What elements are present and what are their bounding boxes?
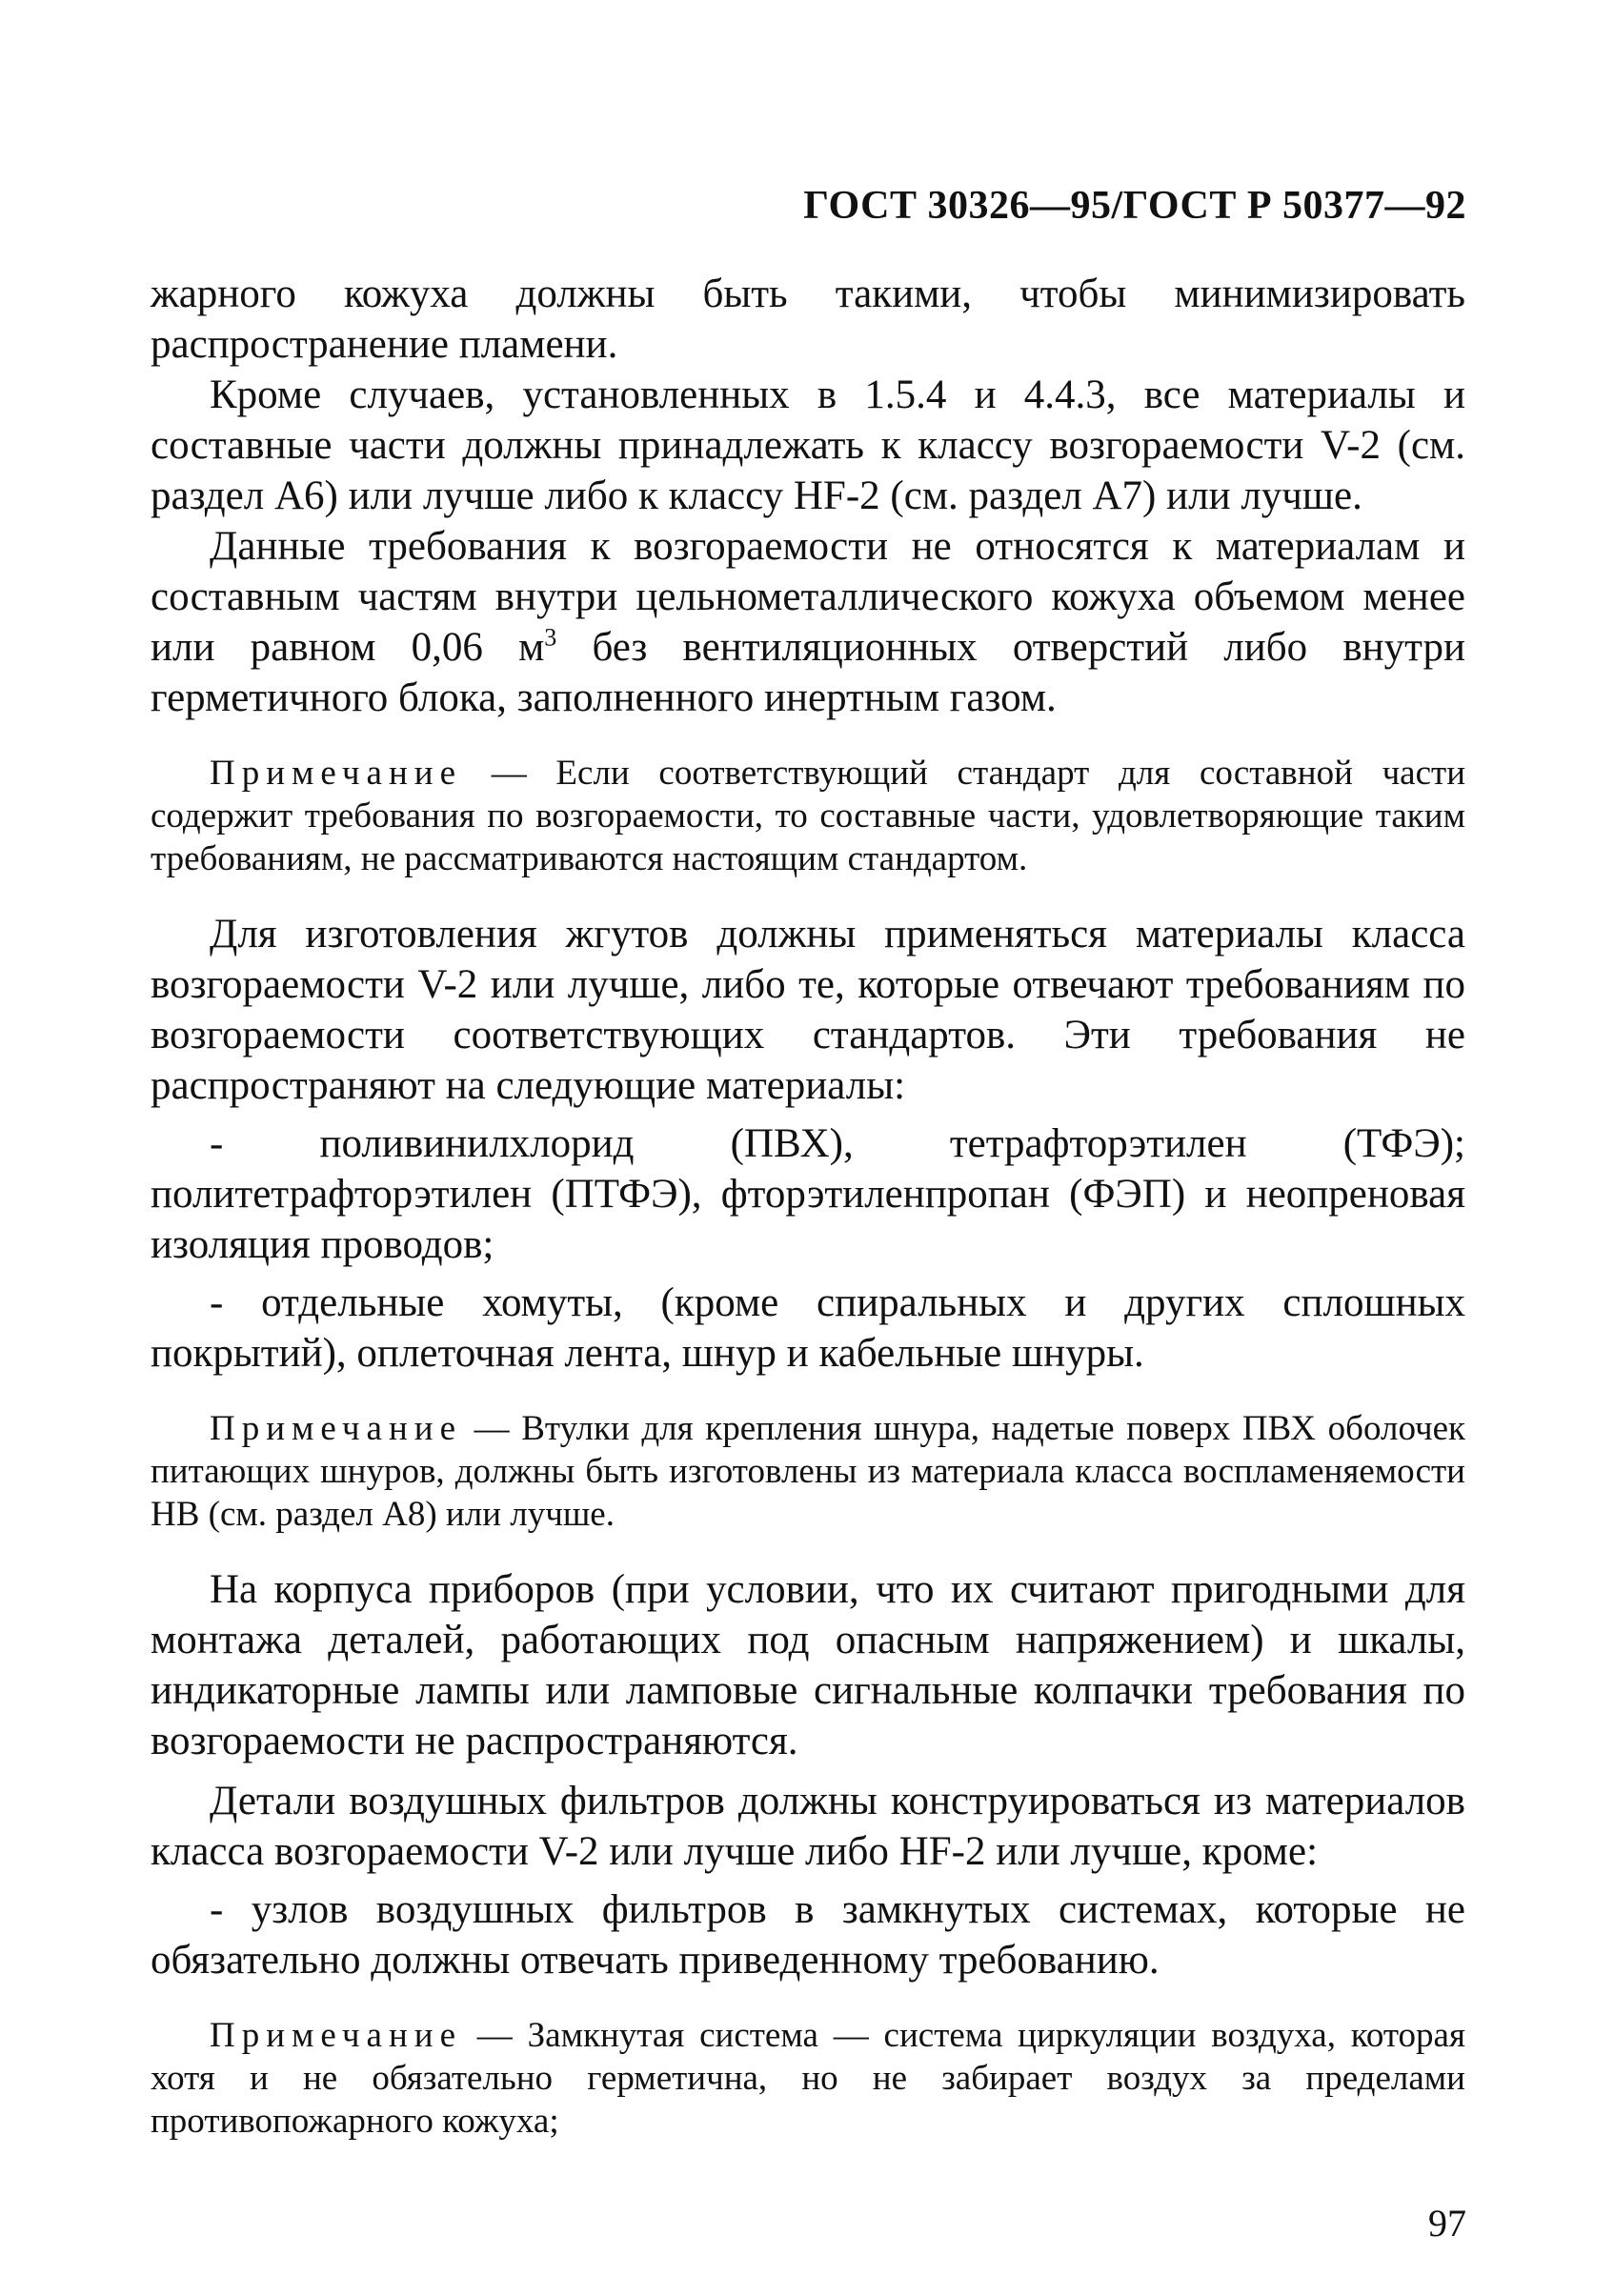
paragraph-air-filters: Детали воздушных фильтров должны конструироваться из материалов класса возгораемости V-2 или лучше либо HF-2 или лучше, кроме: <box>151 1779 1465 1874</box>
page-number: 97 <box>1428 2202 1466 2245</box>
note-label: Примечание <box>210 754 462 793</box>
list-item: - узлов воздушных фильтров в замкнутых системах, которые не обязательно должны отвечать приведенному требованию. <box>151 1887 1465 1983</box>
paragraph-continuation: жарного кожуха должны быть такими, чтобы минимизировать распространение пламени. <box>151 272 1465 367</box>
note-2 <box>151 1407 1465 1536</box>
note-text: — Втулки для крепления шнура, надетые поверх ПВХ оболочек питающих шнуров, должны быть изготовлены из материала класса воспламеняемости НВ (см. раздел А8) или лучше. <box>151 1409 1465 1534</box>
note-1 <box>151 752 1465 880</box>
document-body <box>151 269 1465 2171</box>
paragraph-flammability-class: Кроме случаев, установленных в 1.5.4 и 4.4.3, все материалы и составные части должны принадлежать к классу возгораемости V-2 (см. раздел А6) или лучше либо к классу HF-2 (см. раздел А7) или лучше. <box>151 373 1465 518</box>
note-text: — Замкнутая система — система циркуляции воздуха, которая хотя и не обязательно герметична, но не забирает воздух за пределами противопожарного кожуха; <box>151 2016 1465 2141</box>
paragraph-exceptions <box>151 521 1465 723</box>
paragraph-harness-materials: Для изготовления жгутов должны применяться материалы класса возгораемости V-2 или лучше, либо те, которые отвечают требованиям по возгораемости соответствующих стандартов. Эти требования не распространяют на следующие материалы: <box>151 912 1465 1108</box>
paragraph-exceptions-text-end: без вентиляционных отверстий либо внутри герметичного блока, заполненного инертным газом. <box>151 625 1465 720</box>
paragraph-enclosures: На корпуса приборов (при условии, что их считают пригодными для монтажа деталей, работающих под опасным напряжением) и шкалы, индикаторные лампы или ламповые сигнальные колпачки требования по возгораемости не распространяются. <box>151 1567 1465 1763</box>
note-label: Примечание <box>210 1409 462 1448</box>
document-header: ГОСТ 30326—95/ГОСТ Р 50377—92 <box>803 184 1466 228</box>
list-item: - поливинилхлорид (ПВХ), тетрафторэтилен (ТФЭ); политетрафторэтилен (ПТФЭ), фторэтиленпропан (ФЭП) и неопреновая изоляция проводов; <box>151 1121 1465 1267</box>
note-label: Примечание <box>210 2016 462 2055</box>
list-item: - отдельные хомуты, (кроме спиральных и других сплошных покрытий), оплеточная лента, шнур и кабельные шнуры. <box>151 1280 1465 1376</box>
superscript-cubic: 3 <box>544 623 557 652</box>
note-3 <box>151 2014 1465 2143</box>
note-text: — Если соответствующий стандарт для составной части содержит требования по возгораемости, то составные части, удовлетворяющие таким требованиям, не рассматриваются настоящим стандартом. <box>151 754 1465 878</box>
paragraph-exceptions-text: Данные требования к возгораемости не относятся к материалам и составным частям внутри цельнометаллического кожуха объемом менее или равном 0,06 м <box>151 524 1465 670</box>
